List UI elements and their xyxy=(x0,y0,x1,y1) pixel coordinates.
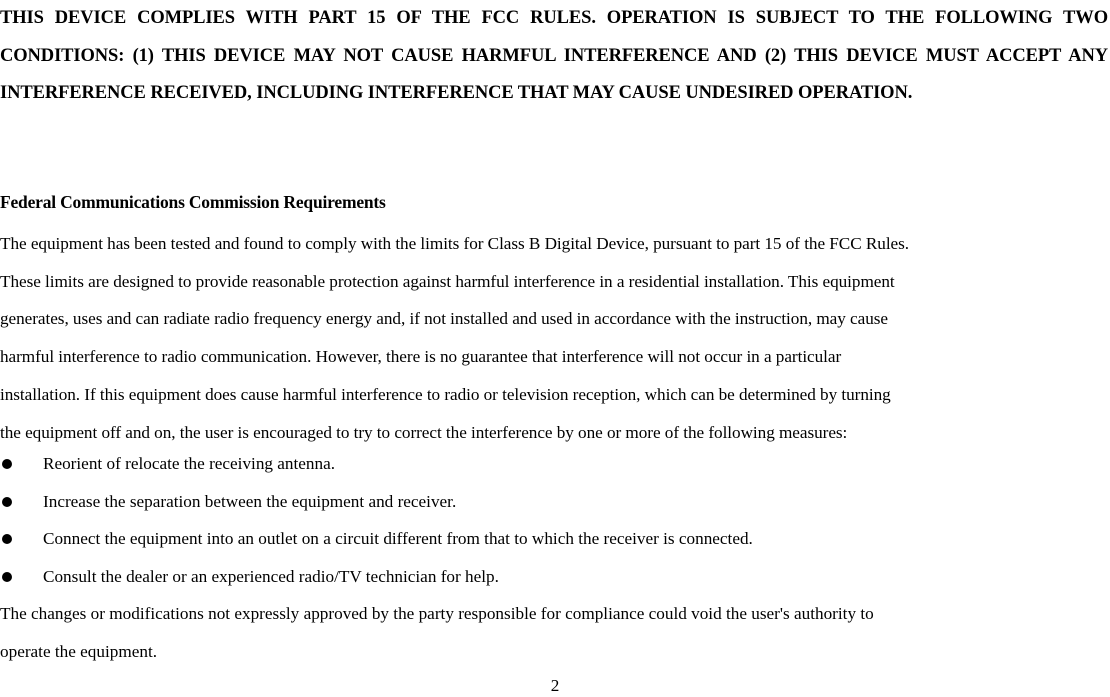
paragraph-line: These limits are designed to provide reasonable protection against harmful interference in a residential installation. This equipment xyxy=(0,271,895,291)
bullet-dot-icon xyxy=(2,572,12,582)
bullet-dot-icon xyxy=(2,534,12,544)
paragraph-line: The equipment has been tested and found to comply with the limits for Class B Digital Device, pursuant to part 15 of the FCC Rules. xyxy=(0,234,910,253)
bullet-dot-icon xyxy=(2,497,12,507)
list-item xyxy=(0,558,1108,596)
fcc-compliance-warning: THIS DEVICE COMPLIES WITH PART 15 OF THE FCC RULES. OPERATION IS SUBJECT TO THE FOLLOWING TWO CONDITIONS: (1) THIS DEVICE MAY NOT CAUSE HARMFUL INTERFERENCE AND (2) THIS DEVICE MUST ACCEPT ANY INTERFERENCE RECEIVED, INCLUDING INTERFERENCE THAT MAY CAUSE UNDESIRED OPERATION. xyxy=(0,8,1108,103)
list-item xyxy=(0,520,1108,558)
page-number: 2 xyxy=(550,676,560,695)
closing-paragraph xyxy=(0,595,1108,670)
list-item-text: Reorient of relocate the receiving antenna. xyxy=(43,454,336,473)
list-item xyxy=(0,483,1108,521)
list-item-text: Connect the equipment into an outlet on a circuit different from that to which the receiver is connected. xyxy=(43,529,753,549)
fcc-requirements-paragraph xyxy=(0,225,1108,451)
paragraph-line: installation. If this equipment does cause harmful interference to radio or television reception, which can be determined by turning xyxy=(0,384,891,404)
paragraph-line: operate the equipment. xyxy=(0,641,158,661)
paragraph-line: The changes or modifications not expressly approved by the party responsible for compliance could void the user's authority to xyxy=(0,604,874,623)
section-heading: Federal Communications Commission Requirements xyxy=(0,192,386,212)
list-item-text: Consult the dealer or an experienced radio/TV technician for help. xyxy=(43,567,499,587)
list-item xyxy=(0,445,1108,483)
list-item-text: Increase the separation between the equipment and receiver. xyxy=(43,491,457,511)
paragraph-line: generates, uses and can radiate radio frequency energy and, if not installed and used in accordance with the instruction, may cause xyxy=(0,309,888,329)
bullet-dot-icon xyxy=(2,459,12,469)
paragraph-line: harmful interference to radio communication. However, there is no guarantee that interference will not occur in a particular xyxy=(0,347,842,367)
paragraph-line: the equipment off and on, the user is encouraged to try to correct the interference by one or more of the following measures: xyxy=(0,422,848,442)
corrective-measures-list xyxy=(0,445,1108,596)
